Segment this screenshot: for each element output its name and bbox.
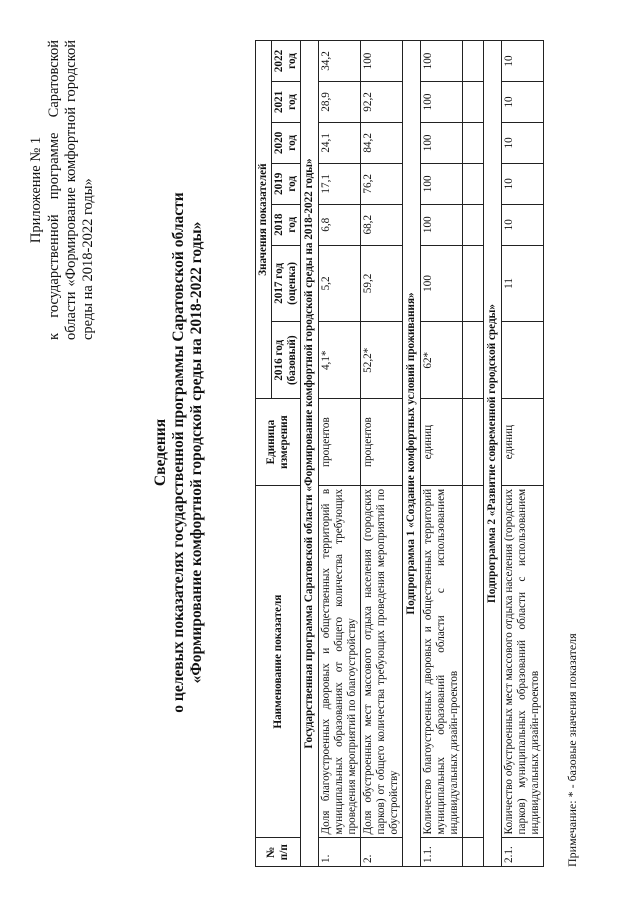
row-num: 2.1. [502,838,544,867]
header-values-group: Значения показателей [256,41,272,399]
row-value-2021: 10 [502,81,544,122]
header-year-2017: 2017 год (оценка) [272,245,301,322]
row-value-2019: 76,2 [361,163,403,204]
section-program: Государственная программа Саратовской области «Формирование комфортной городской среды на 2018-2022 годы» [301,41,319,867]
header-year-2021: 2021 год [272,81,301,122]
document-heading [152,140,206,765]
row-value-2017: 11 [502,245,544,322]
row-value-2021: 100 [421,81,463,122]
indicators-table [255,40,544,867]
row-value-2020: 10 [502,122,544,163]
row-value-2016: 62* [421,322,463,399]
row-value-2022: 10 [502,41,544,82]
row-value-2016: 4,1* [319,322,361,399]
row-name: Доля благоустроенных дворовых и общественных территорий в муниципальных образованиях от общего количества требующих проведения мероприятий по благоустройству [319,485,361,838]
row-value-2018: 6,8 [319,204,361,245]
row-name: Количество обустроенных мест массового отдыха населения (городских парков) муниципальных образований области с использованием индивидуальных дизайн-проектов [502,485,544,838]
table-row [319,41,361,867]
header-unit: Единица измерения [256,399,301,486]
table-row [421,41,463,867]
row-num: 1. [319,838,361,867]
row-value-2020: 84,2 [361,122,403,163]
row-name: Количество благоустроенных дворовых и общественных территорий муниципальных образований области с использованием индивидуальных дизайн-проектов [421,485,463,838]
section-subprogram-2: Подпрограмма 2 «Развитие современной городской среды» [484,41,502,867]
table-row [361,41,403,867]
heading-line-3: «Формирование комфортной городской среды на 2018-2022 годы» [188,221,205,684]
row-unit: единиц [421,399,463,486]
row-value-2017: 100 [421,245,463,322]
table-row [502,41,544,867]
row-num: 2. [361,838,403,867]
row-value-2022: 100 [361,41,403,82]
header-year-2022: 2022 год [272,41,301,82]
header-name: Наименование показателя [256,485,301,838]
row-value-2021: 28,9 [319,81,361,122]
header-num: № п/п [256,838,301,867]
row-value-2016: 52,2* [361,322,403,399]
row-value-2019: 17,1 [319,163,361,204]
row-value-2017: 59,2 [361,245,403,322]
row-value-2021: 92,2 [361,81,403,122]
row-value-2018: 68,2 [361,204,403,245]
row-value-2022: 34,2 [319,41,361,82]
row-value-2018: 100 [421,204,463,245]
header-year-2019: 2019 год [272,163,301,204]
annex-body: к государственной программе Саратовской области «Формирование комфортной городской среды на 2018-2022 годы» [46,40,96,340]
section-subprogram-1: Подпрограмма 1 «Создание комфортных условий проживания» [403,41,421,867]
annex-title: Приложение № 1 [28,136,44,244]
row-unit: единиц [502,399,544,486]
annex-block [28,40,97,340]
row-unit: процентов [319,399,361,486]
footnote: Примечание: * - базовые значения показателя [565,633,579,867]
row-value-2019: 100 [421,163,463,204]
row-value-2017: 5,2 [319,245,361,322]
row-value-2016 [502,322,544,399]
heading-line-2: о целевых показателях государственной программы Саратовской области [170,192,187,713]
spacer-row [463,41,484,867]
row-value-2020: 100 [421,122,463,163]
row-num: 1.1. [421,838,463,867]
header-year-2018: 2018 год [272,204,301,245]
heading-line-1: Сведения [152,418,169,487]
row-value-2020: 24,1 [319,122,361,163]
row-unit: процентов [361,399,403,486]
header-year-2020: 2020 год [272,122,301,163]
row-value-2019: 10 [502,163,544,204]
header-year-2016: 2016 год (базовый) [272,322,301,399]
row-value-2022: 100 [421,41,463,82]
row-value-2018: 10 [502,204,544,245]
row-name: Доля обустроенных мест массового отдыха населения (городских парков) от общего количества требующих проведения мероприятий по обустройству [361,485,403,838]
